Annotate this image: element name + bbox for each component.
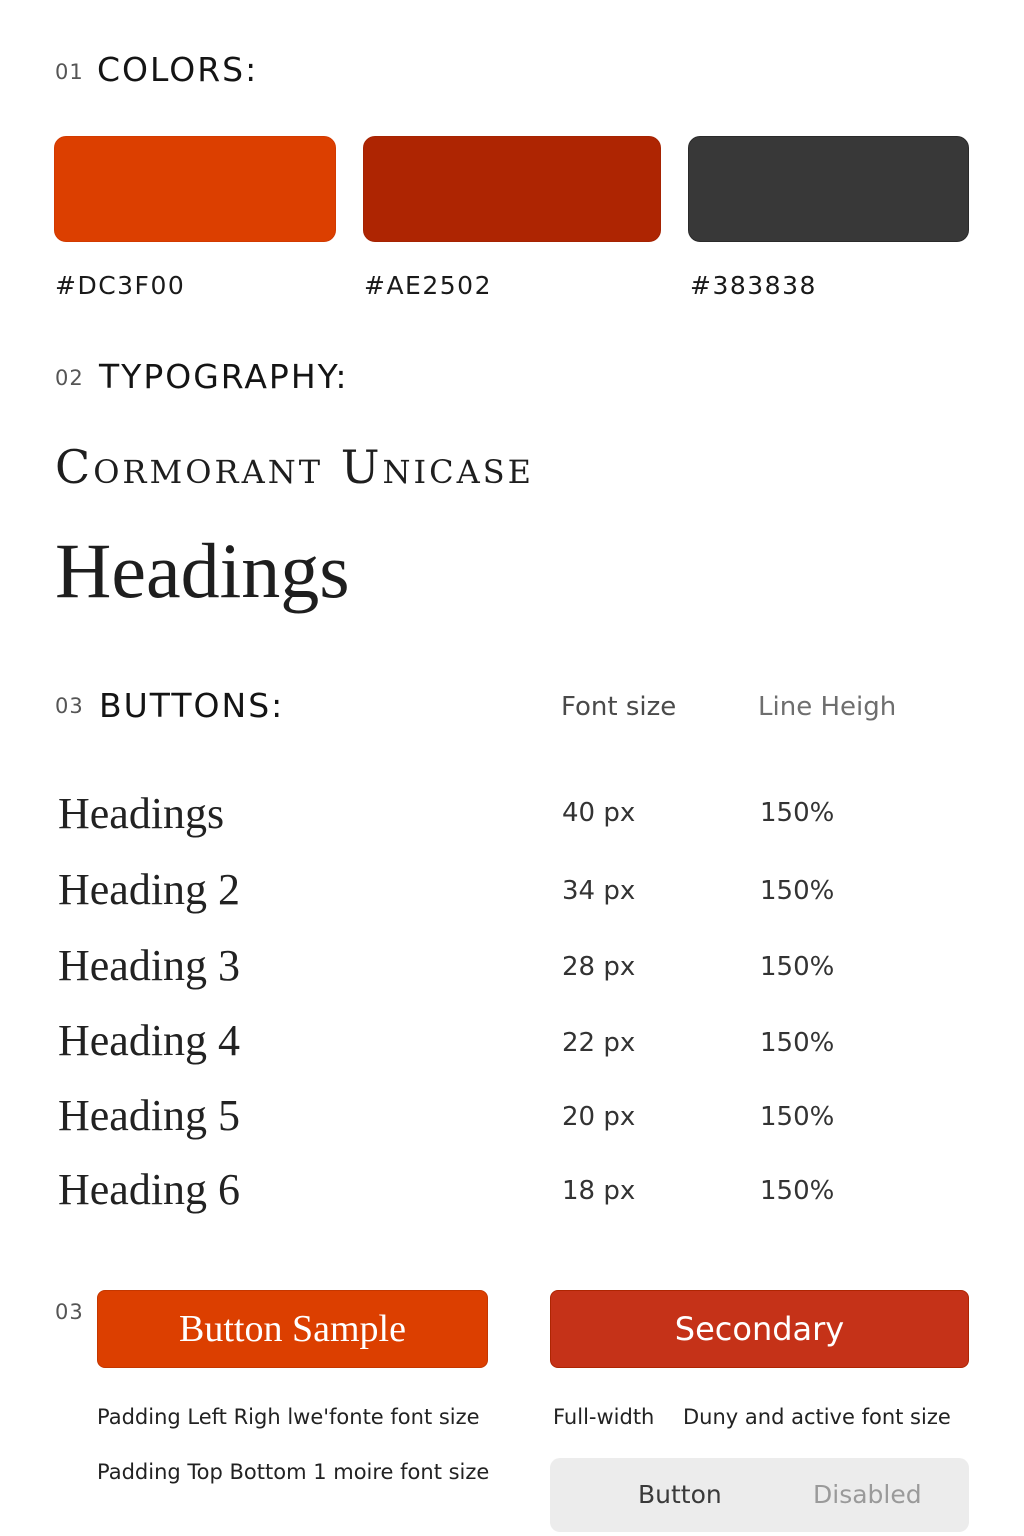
type-row-line-height: 150%: [760, 798, 835, 828]
type-row-size: 18 px: [562, 1176, 636, 1206]
font-name-sample: Cormorant Unicase: [55, 440, 534, 494]
type-row-line-height: 150%: [760, 1028, 835, 1058]
type-row-label: Heading 5: [58, 1091, 241, 1140]
type-row-size: 22 px: [562, 1028, 636, 1058]
type-row-line-height: 150%: [760, 876, 835, 906]
secondary-sample-button[interactable]: [550, 1290, 969, 1368]
section-number-typography: 02: [55, 366, 84, 390]
primary-button-note-padding-tb: Padding Top Bottom 1 moire font size: [97, 1460, 490, 1484]
heading-sample: Headings: [55, 527, 350, 614]
primary-sample-button[interactable]: [97, 1290, 488, 1368]
type-row-size: 40 px: [562, 798, 636, 828]
type-row-line-height: 150%: [760, 952, 835, 982]
secondary-sample-button-label: Secondary: [674, 1310, 845, 1348]
color-hex-secondary: #AE2502: [364, 271, 492, 300]
type-row-line-height: 150%: [760, 1176, 835, 1206]
primary-button-note-padding-lr: Padding Left Righ lwe'fonte font size: [97, 1405, 480, 1429]
type-row-label: Heading 2: [58, 865, 241, 914]
disabled-button-label: Button: [638, 1480, 722, 1509]
section-title-typography: TYPOGRAPHY:: [99, 357, 349, 396]
color-swatch-dark: [688, 136, 969, 242]
section-number-colors: 01: [55, 60, 84, 84]
type-row-label: Heading 4: [58, 1016, 241, 1065]
color-swatch-primary: [54, 136, 336, 242]
column-header-font-size: Font size: [561, 692, 677, 722]
secondary-button-note-width: Full-width: [553, 1405, 655, 1429]
color-hex-primary: #DC3F00: [55, 271, 186, 300]
section-number-buttons: 03: [55, 694, 84, 718]
disabled-state-label: Disabled: [813, 1480, 922, 1509]
type-row-line-height: 150%: [760, 1102, 835, 1132]
color-swatch-secondary: [363, 136, 661, 242]
type-row-size: 34 px: [562, 876, 636, 906]
color-hex-dark: #383838: [690, 271, 817, 300]
secondary-button-note-states: Duny and active font size: [683, 1405, 951, 1429]
column-header-line-height: Line Heigh: [758, 692, 897, 722]
disabled-button[interactable]: [550, 1458, 969, 1532]
type-row-size: 28 px: [562, 952, 636, 982]
type-row-label: Headings: [58, 789, 225, 838]
section-number-button-samples: 03: [55, 1300, 84, 1324]
primary-sample-button-label: Button Sample: [179, 1308, 406, 1350]
section-title-colors: COLORS:: [97, 50, 259, 89]
type-row-label: Heading 6: [58, 1165, 241, 1214]
type-row-label: Heading 3: [58, 941, 241, 990]
type-row-size: 20 px: [562, 1102, 636, 1132]
section-title-buttons: BUTTONS:: [99, 686, 285, 725]
